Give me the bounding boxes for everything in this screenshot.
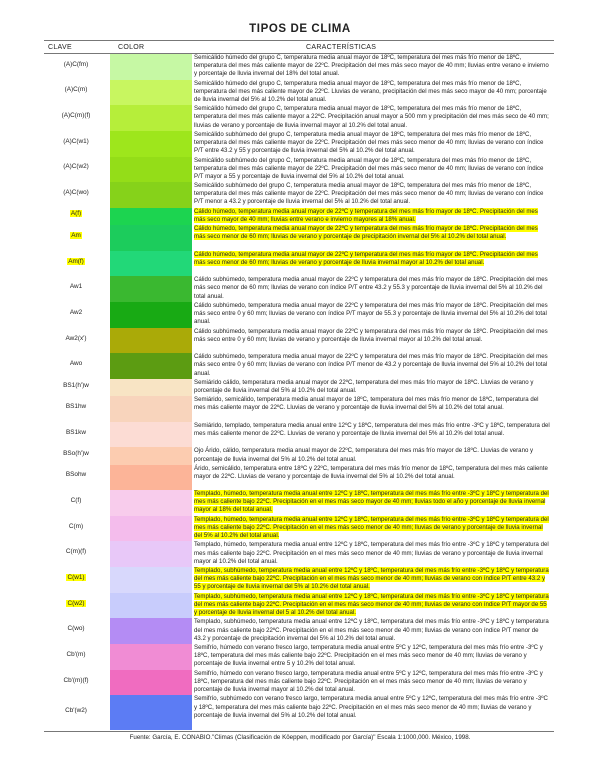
color-swatch: [110, 131, 192, 157]
source-note: Fuente: García, E. CONABIO."Climas (Clasificación de Köeppen, modificado por García)" Escala 1:1000,000. México, 1998.: [129, 734, 471, 741]
climate-description: Cálido subhúmedo, temperatura media anual mayor de 22ºC y temperatura del mes más frío mayor de 18ºC. Precipitación del mes más seco menor de 60 mm; lluvias de verano con índice P/T entre 43.2 y 55.3 y porcentaje de lluvia invernal del 5% al 10.2% del total anual.: [194, 276, 548, 300]
table-row: [44, 670, 554, 696]
climate-description: Templado, subhúmedo, temperatura media anual entre 12ºC y 18ºC, temperatura del mes más frío entre -3ºC y 18ºC y temperatura del mes más caliente bajo 22ºC. Precipitación en el mes más seco menor de 40 mm; lluvias de verano con índice P/T menor de 43.2 y porcentaje de precipitación invernal del 5% al 10.2% del total anual.: [194, 618, 549, 642]
climate-key: C(m): [68, 522, 84, 530]
climate-key: BS1hw: [65, 402, 87, 410]
column-header-color: COLOR: [118, 44, 145, 51]
climate-key: Aw1: [69, 283, 83, 291]
climate-description: Semicálido húmedo del grupo C, temperatura media anual mayor de 18ºC, temperatura del mes más frío menor de 18ºC, temperatura del mes más caliente mayor de 22ºC. Lluvias de verano, precipitación del mes más seco mayor de 40 mm; porcentaje de lluvia invernal del 5% al 10.2% del total anual.: [194, 79, 547, 103]
climate-key: C(wo): [67, 625, 85, 633]
climate-key: Am: [71, 231, 81, 239]
climate-key: (A)C(w2): [63, 163, 89, 171]
color-swatch: [110, 490, 192, 516]
climate-key: Am(f): [68, 257, 84, 265]
color-swatch: [110, 182, 192, 208]
table-row: [44, 447, 554, 464]
climate-description: Semiárido, templado, temperatura media anual entre 12ºC y 18ºC, temperatura del mes más frío entre -3ºC y 18ºC, temperatura del mes más caliente menor de 22ºC. Lluvias de verano y porcentaje de lluvia invernal del 5% al 10.2% del total anual.: [194, 421, 550, 437]
climate-key: Aw2: [69, 308, 83, 316]
table-row: [44, 644, 554, 670]
climate-key: (A)C(wo): [63, 189, 89, 197]
color-swatch: [110, 618, 192, 644]
climate-key: C(f): [70, 497, 82, 504]
climate-key: (A)C(m)(f): [61, 112, 91, 120]
climate-key: (A)C(w1): [63, 137, 89, 145]
climate-description: Cálido subhúmedo, temperatura media anual mayor de 22ºC y temperatura del mes más frío mayor de 18ºC. Precipitación del mes más seco entre 0 y 60 mm; lluvias de verano y porcentaje de lluvia invernal mayor al 10.2% del total anual.: [194, 327, 548, 343]
color-swatch: [110, 353, 192, 379]
table-row: [44, 105, 554, 131]
climate-description: Templado, húmedo, temperatura media anual entre 12ºC y 18ºC, temperatura del mes más frío entre -3ºC y 18ºC y temperatura del mes más caliente bajo 22ºC. Precipitación en el mes más seco menor de 40 mm; lluvias de verano y porcentaje de lluvia invernal mayor al 10.2% del total anual.: [194, 541, 549, 565]
climate-key: C(w2): [67, 599, 85, 607]
table-bottom-rule: [44, 731, 554, 732]
climate-table: [44, 54, 554, 730]
table-row: [44, 80, 554, 106]
climate-description: Árido, semicálido, temperatura entre 18ºC y 22ºC, temperatura del mes más frío menor de 18ºC, temperatura del mes más caliente mayor de 22ºC. Lluvias de verano y porcentaje de lluvia invernal del 5% al 10.2% del total anual.: [194, 464, 548, 480]
climate-key: BS1(h')w: [63, 381, 89, 389]
color-swatch: [110, 593, 192, 619]
table-row: [44, 593, 554, 619]
color-swatch: [110, 644, 192, 670]
color-swatch: [110, 447, 192, 464]
color-swatch: [110, 670, 192, 696]
color-swatch: [110, 379, 192, 396]
climate-key: C(m)(f): [65, 548, 87, 556]
climate-description: Semifrío, húmedo con verano fresco largo, temperatura media anual entre 5ºC y 12ºC, temperatura del mes más frío entre -3ºC y 18ºC, temperatura del mes más caliente bajo 22ºC. Precipitación en el mes más seco menor de 40 mm; lluvias de verano y porcentaje de lluvia invernal entre 5 y 10.2% del total anual.: [194, 644, 543, 668]
color-swatch: [110, 157, 192, 183]
color-swatch: [110, 276, 192, 302]
table-row: [44, 328, 554, 354]
table-row: [44, 695, 554, 729]
table-row: [44, 251, 554, 277]
climate-key: Cb'(m)(f): [63, 676, 89, 684]
climate-key: BSohw: [65, 471, 87, 479]
column-header-clave: CLAVE: [48, 44, 72, 51]
color-swatch: [110, 251, 192, 277]
climate-description: Semicálido subhúmedo del grupo C, temperatura media anual mayor de 18ºC, temperatura del mes más frío menor de 18ºC, temperatura del mes más caliente mayor de 22ºC. Precipitación del mes más seco menor de 40 mm; lluvias de verano con índice P/T menor a 43.2 y porcentaje de lluvia invernal del 5% al 10.2% del total anual.: [194, 182, 544, 206]
color-swatch: [110, 516, 192, 542]
column-header-caracteristicas: CARACTERÍSTICAS: [306, 44, 377, 51]
table-row: [44, 490, 554, 516]
climate-description: Semicálido subhúmedo del grupo C, temperatura media anual mayor de 18ºC, temperatura del mes más frío menor de 18ºC, temperatura del mes más caliente mayor de 22ºC. Precipitación del mes más seco menor de 40 mm; lluvias de verano con índice P/T mayor a 55 y porcentaje de lluvia invernal del 5% al 10.2% del total anual.: [194, 156, 544, 180]
climate-description: Templado, subhúmedo, temperatura media anual entre 12ºC y 18ºC, temperatura del mes más frío entre -3ºC y 18ºC y temperatura del mes más caliente bajo 22ºC. Precipitación en el mes más seco menor de 40 mm; lluvias de verano con índice P/T entre 43.2 y 55 y porcentaje de lluvia invernal del 5% al 10.2% del total anual.: [194, 567, 549, 591]
climate-key: (A)C(m): [64, 86, 88, 94]
table-row: [44, 541, 554, 567]
table-row: [44, 353, 554, 379]
color-swatch: [110, 422, 192, 448]
climate-key: Awo: [69, 360, 83, 368]
table-row: [44, 618, 554, 644]
color-swatch: [110, 396, 192, 422]
climate-description: Templado, húmedo, temperatura media anual entre 12ºC y 18ºC, temperatura del mes más frío entre -3ºC y 18ºC y temperatura del mes más caliente bajo 22ºC. Precipitación en el mes más seco mayor de 40 mm; lluvias todo el año y porcentaje de lluvia invernal mayor al 18% del total anual.: [194, 490, 549, 514]
table-row: [44, 131, 554, 157]
climate-description: Cálido húmedo, temperatura media anual mayor de 22ºC y temperatura del mes más frío mayor de 18ºC. Precipitación del mes más seco menor de 60 mm; lluvias de verano y porcentaje de precipitación invernal del 5% al 10.2% del total anual.: [194, 225, 538, 241]
table-row: [44, 302, 554, 328]
color-swatch: [110, 225, 192, 251]
table-row: [44, 157, 554, 183]
color-swatch: [110, 302, 192, 328]
table-row: [44, 276, 554, 302]
climate-description: Ojo Árido, cálido, temperatura media anual mayor de 22ºC, temperatura del mes más frío mayor de 18ºC. Lluvias de verano y porcentaje de lluvia invernal del 5% al 10.2% del total anual.: [194, 447, 534, 463]
climate-description: Semifrío, subhúmedo con verano fresco largo, temperatura media anual entre 5ºC y 12ºC, temperatura del mes más frío entre -3ºC y 18ºC, temperatura del mes más caliente bajo 22ºC. Precipitación en el mes más seco menor de 40 mm; lluvias de verano y porcentaje de lluvia invernal del 5% al 10.2% del total anual.: [194, 695, 548, 719]
climate-description: Semicálido húmedo del grupo C, temperatura media anual mayor de 18ºC, temperatura del mes más frío menor de 18ºC, temperatura del mes más caliente mayor de 22ºC. Precipitación del mes más seco mayor de 40 mm; lluvias entre verano e invierno y porcentaje de lluvia invernal del 18% del total anual.: [194, 54, 549, 78]
color-swatch: [110, 541, 192, 567]
color-swatch: [110, 105, 192, 131]
color-swatch: [110, 208, 192, 225]
page-title: TIPOS DE CLIMA: [249, 23, 351, 35]
header-top-rule: [44, 40, 554, 41]
table-row: [44, 567, 554, 593]
climate-description: Cálido húmedo, temperatura media anual mayor de 22ºC y temperatura del mes más frío mayor de 18ºC. Precipitación del mes más seco mayor de 40 mm; lluvias entre verano e invierno mayores al 18% anual.: [194, 207, 538, 224]
climate-description: Cálido subhúmedo, temperatura media anual mayor de 22ºC y temperatura del mes más frío mayor de 18ºC. Precipitación del mes más seco entre 0 y 60 mm; lluvias de verano con índice P/T mayor de 55.3 y porcentaje de lluvia invernal del 5% al 10.2% del total anual.: [194, 302, 548, 326]
color-swatch: [110, 567, 192, 593]
climate-key: C(w1): [67, 573, 85, 581]
table-row: [44, 225, 554, 251]
table-row: [44, 422, 554, 448]
color-swatch: [110, 465, 192, 491]
table-row: [44, 208, 554, 225]
table-row: [44, 379, 554, 396]
climate-key: BSo(h')w: [63, 449, 89, 457]
color-swatch: [110, 695, 192, 729]
table-row: [44, 465, 554, 491]
color-swatch: [110, 54, 192, 80]
climate-key: Aw2(x'): [65, 334, 87, 342]
climate-description: Cálido subhúmedo, temperatura media anual mayor de 22ºC y temperatura del mes más frío mayor de 18ºC. Precipitación del mes más seco entre 0 y 60 mm; lluvias de verano con índice P/T menor de 43.2 y porcentaje de lluvia invernal del 5% al 10.2% del total anual.: [194, 353, 548, 377]
climate-description: Semiárido cálido, temperatura media anual mayor de 22ºC, temperatura del mes más frío mayor de 18ºC. Lluvias de verano y porcentaje de lluvia invernal del 5% al 10.2% del total anual.: [194, 378, 534, 395]
climate-description: Templado, subhúmedo, temperatura media anual entre 12ºC y 18ºC, temperatura del mes más frío entre -3ºC y 18ºC y temperatura del mes más caliente bajo 22ºC. Precipitación en el mes más seco menor de 40 mm; lluvias de verano con índice P/T mayor de 55 y porcentaje de lluvia invernal del 5 al 10.2% del total anual.: [194, 592, 549, 616]
color-swatch: [110, 80, 192, 106]
climate-description: Semifrío, húmedo con verano fresco largo, temperatura media anual entre 5ºC y 12ºC, temperatura del mes más frío entre -3ºC y 18ºC, temperatura del mes más caliente bajo 22ºC. Precipitación en el mes más seco menor de 40 mm; lluvias de verano y porcentaje de lluvia invernal mayor al 10.2% del total anual.: [194, 669, 543, 693]
table-row: [44, 54, 554, 80]
table-row: [44, 396, 554, 422]
climate-key: Cb'(m): [66, 650, 86, 658]
climate-key: Cb'(w2): [65, 706, 87, 714]
climate-description: Cálido húmedo, temperatura media anual mayor de 22ºC y temperatura del mes más frío mayor de 18ºC. Precipitación del mes más seco menor de 60 mm; lluvias de verano y porcentaje de lluvia invernal mayor al 10.2% del total anual.: [194, 250, 538, 266]
table-row: [44, 516, 554, 542]
color-swatch: [110, 328, 192, 354]
climate-description: Semicálido húmedo del grupo C, temperatura media anual mayor de 18ºC, temperatura del mes más frío menor de 18ºC, temperatura del mes más caliente mayor a 22ºC. Precipitación anual mayor a 500 mm y precipitación del mes más seco de 40 mm; lluvias de verano y porcentaje de lluvia invernal mayor al 10.2% del total anual.: [194, 105, 549, 129]
climate-key: A(f): [70, 210, 82, 218]
table-row: [44, 182, 554, 208]
climate-key: (A)C(fm): [63, 60, 89, 68]
climate-key: BS1kw: [66, 428, 86, 436]
climate-description: Semiárido, semicálido, temperatura media anual mayor de 18ºC, temperatura del mes más frío menor de 18ºC, temperatura del mes más caliente mayor de 22ºC. Lluvias de verano y porcentaje de lluvia invernal del 5% al 10.2% del total anual.: [194, 396, 539, 412]
climate-description: Semicálido subhúmedo del grupo C, temperatura media anual mayor de 18ºC, temperatura del mes más frío menor de 18ºC, temperatura del mes más caliente mayor de 22ºC. Precipitación del mes más seco menor de 40 mm; lluvias de verano con índice P/T entre 43.2 y 55 y porcentaje de lluvia invernal del 5% al 10.2% del total anual.: [194, 130, 544, 155]
climate-description: Templado, húmedo, temperatura media anual entre 12ºC y 18ºC, temperatura del mes más frío entre -3ºC y 18ºC y temperatura del mes más caliente bajo 22ºC. Precipitación en el mes más seco menor de 40 mm; lluvias de verano y porcentaje de lluvia invernal del 5% al 10.2% del total anual.: [194, 515, 549, 540]
